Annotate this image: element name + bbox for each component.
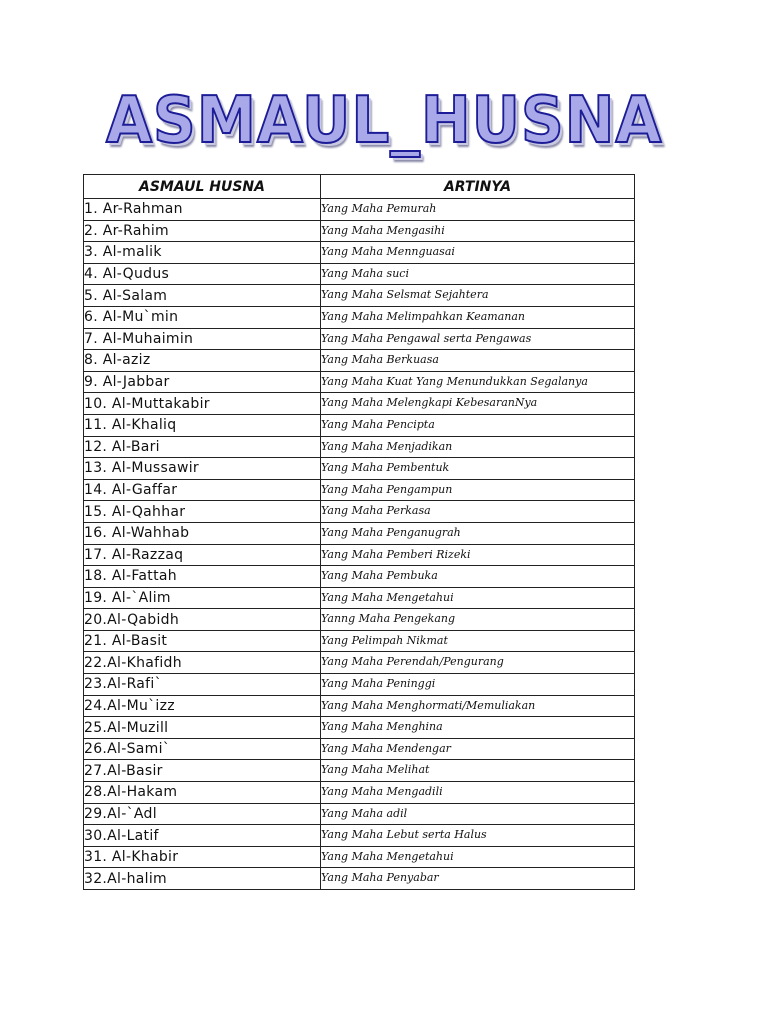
table-row xyxy=(84,199,635,221)
asmaul-husna-name: 28.Al-Hakam xyxy=(84,782,321,804)
asmaul-husna-name: 3. Al-malik xyxy=(84,242,321,264)
asmaul-husna-name: 19. Al-`Alim xyxy=(84,587,321,609)
asmaul-husna-name: 17. Al-Razzaq xyxy=(84,544,321,566)
asmaul-husna-name: 15. Al-Qahhar xyxy=(84,501,321,523)
asmaul-husna-meaning: Yang Maha Mengadili xyxy=(321,782,635,804)
table-row xyxy=(84,414,635,436)
asmaul-husna-name: 30.Al-Latif xyxy=(84,825,321,847)
asmaul-husna-name: 2. Ar-Rahim xyxy=(84,220,321,242)
asmaul-husna-name: 26.Al-Sami` xyxy=(84,738,321,760)
asmaul-husna-meaning: Yang Maha Peninggi xyxy=(321,674,635,696)
table-row xyxy=(84,674,635,696)
asmaul-husna-table xyxy=(83,174,635,890)
asmaul-husna-meaning: Yang Maha Melengkapi KebesaranNya xyxy=(321,393,635,415)
asmaul-husna-meaning: Yang Maha Melimpahkan Keamanan xyxy=(321,306,635,328)
asmaul-husna-name: 21. Al-Basit xyxy=(84,630,321,652)
asmaul-husna-meaning: Yang Maha Pengampun xyxy=(321,479,635,501)
asmaul-husna-name: 27.Al-Basir xyxy=(84,760,321,782)
table-row xyxy=(84,695,635,717)
table-row xyxy=(84,242,635,264)
asmaul-husna-meaning: Yang Maha Pengawal serta Pengawas xyxy=(321,328,635,350)
asmaul-husna-name: 6. Al-Mu`min xyxy=(84,306,321,328)
table-row xyxy=(84,263,635,285)
table-row xyxy=(84,501,635,523)
asmaul-husna-name: 12. Al-Bari xyxy=(84,436,321,458)
table-row xyxy=(84,306,635,328)
asmaul-husna-meaning: Yang Maha Penganugrah xyxy=(321,522,635,544)
table-row xyxy=(84,782,635,804)
asmaul-husna-name: 7. Al-Muhaimin xyxy=(84,328,321,350)
table-row xyxy=(84,738,635,760)
table-row xyxy=(84,544,635,566)
table-row xyxy=(84,566,635,588)
asmaul-husna-meaning: Yang Maha Pemurah xyxy=(321,199,635,221)
asmaul-husna-name: 18. Al-Fattah xyxy=(84,566,321,588)
asmaul-husna-name: 32.Al-halim xyxy=(84,868,321,890)
table-body xyxy=(84,199,635,890)
header-artinya: ARTINYA xyxy=(321,175,635,199)
table-row xyxy=(84,609,635,631)
asmaul-husna-name: 16. Al-Wahhab xyxy=(84,522,321,544)
table-row xyxy=(84,630,635,652)
asmaul-husna-name: 5. Al-Salam xyxy=(84,285,321,307)
asmaul-husna-meaning: Yang Maha Berkuasa xyxy=(321,350,635,372)
asmaul-husna-name: 9. Al-Jabbar xyxy=(84,371,321,393)
asmaul-husna-name: 31. Al-Khabir xyxy=(84,846,321,868)
table-row xyxy=(84,371,635,393)
asmaul-husna-name: 25.Al-Muzill xyxy=(84,717,321,739)
asmaul-husna-name: 8. Al-aziz xyxy=(84,350,321,372)
asmaul-husna-meaning: Yang Maha Mengetahui xyxy=(321,587,635,609)
asmaul-husna-meaning: Yang Maha Kuat Yang Menundukkan Segalanya xyxy=(321,371,635,393)
asmaul-husna-name: 22.Al-Khafidh xyxy=(84,652,321,674)
title-container xyxy=(0,84,768,158)
table-row xyxy=(84,652,635,674)
table-row xyxy=(84,803,635,825)
asmaul-husna-meaning: Yang Maha Pembuka xyxy=(321,566,635,588)
asmaul-husna-meaning: Yang Maha suci xyxy=(321,263,635,285)
asmaul-husna-meaning: Yang Maha Perkasa xyxy=(321,501,635,523)
asmaul-husna-meaning: Yang Maha Lebut serta Halus xyxy=(321,825,635,847)
asmaul-husna-name: 4. Al-Qudus xyxy=(84,263,321,285)
table-row xyxy=(84,587,635,609)
asmaul-husna-meaning: Yang Maha Mengetahui xyxy=(321,846,635,868)
asmaul-husna-name: 1. Ar-Rahman xyxy=(84,199,321,221)
table-row xyxy=(84,846,635,868)
asmaul-husna-meaning: Yang Maha Mengasihi xyxy=(321,220,635,242)
table-row xyxy=(84,522,635,544)
asmaul-husna-meaning: Yang Maha Pembentuk xyxy=(321,458,635,480)
asmaul-husna-meaning: Yang Maha Selsmat Sejahtera xyxy=(321,285,635,307)
table-row xyxy=(84,868,635,890)
asmaul-husna-meaning: Yang Maha Menjadikan xyxy=(321,436,635,458)
asmaul-husna-name: 29.Al-`Adl xyxy=(84,803,321,825)
asmaul-husna-meaning: Yanng Maha Pengekang xyxy=(321,609,635,631)
table-row xyxy=(84,436,635,458)
table-row xyxy=(84,479,635,501)
asmaul-husna-meaning: Yang Pelimpah Nikmat xyxy=(321,630,635,652)
asmaul-husna-name: 24.Al-Mu`izz xyxy=(84,695,321,717)
table-row xyxy=(84,825,635,847)
table-row xyxy=(84,328,635,350)
asmaul-husna-meaning: Yang Maha Melihat xyxy=(321,760,635,782)
asmaul-husna-meaning: Yang Maha Menghormati/Memuliakan xyxy=(321,695,635,717)
asmaul-husna-meaning: Yang Maha Mennguasai xyxy=(321,242,635,264)
table-row xyxy=(84,285,635,307)
asmaul-husna-name: 13. Al-Mussawir xyxy=(84,458,321,480)
header-asmaul-husna: ASMAUL HUSNA xyxy=(84,175,321,199)
asmaul-husna-name: 23.Al-Rafi` xyxy=(84,674,321,696)
table-header-row xyxy=(84,175,635,199)
asmaul-husna-meaning: Yang Maha Pemberi Rizeki xyxy=(321,544,635,566)
asmaul-husna-meaning: Yang Maha Penyabar xyxy=(321,868,635,890)
asmaul-husna-name: 10. Al-Muttakabir xyxy=(84,393,321,415)
table-row xyxy=(84,458,635,480)
table-row xyxy=(84,220,635,242)
asmaul-husna-meaning: Yang Maha adil xyxy=(321,803,635,825)
asmaul-husna-name: 20.Al-Qabidh xyxy=(84,609,321,631)
asmaul-husna-name: 11. Al-Khaliq xyxy=(84,414,321,436)
asmaul-husna-meaning: Yang Maha Menghina xyxy=(321,717,635,739)
table-row xyxy=(84,760,635,782)
table-row xyxy=(84,393,635,415)
asmaul-husna-name: 14. Al-Gaffar xyxy=(84,479,321,501)
asmaul-husna-meaning: Yang Maha Mendengar xyxy=(321,738,635,760)
table-row xyxy=(84,717,635,739)
table-row xyxy=(84,350,635,372)
page-title: ASMAUL_HUSNA xyxy=(105,84,663,158)
asmaul-husna-meaning: Yang Maha Pencipta xyxy=(321,414,635,436)
asmaul-husna-meaning: Yang Maha Perendah/Pengurang xyxy=(321,652,635,674)
